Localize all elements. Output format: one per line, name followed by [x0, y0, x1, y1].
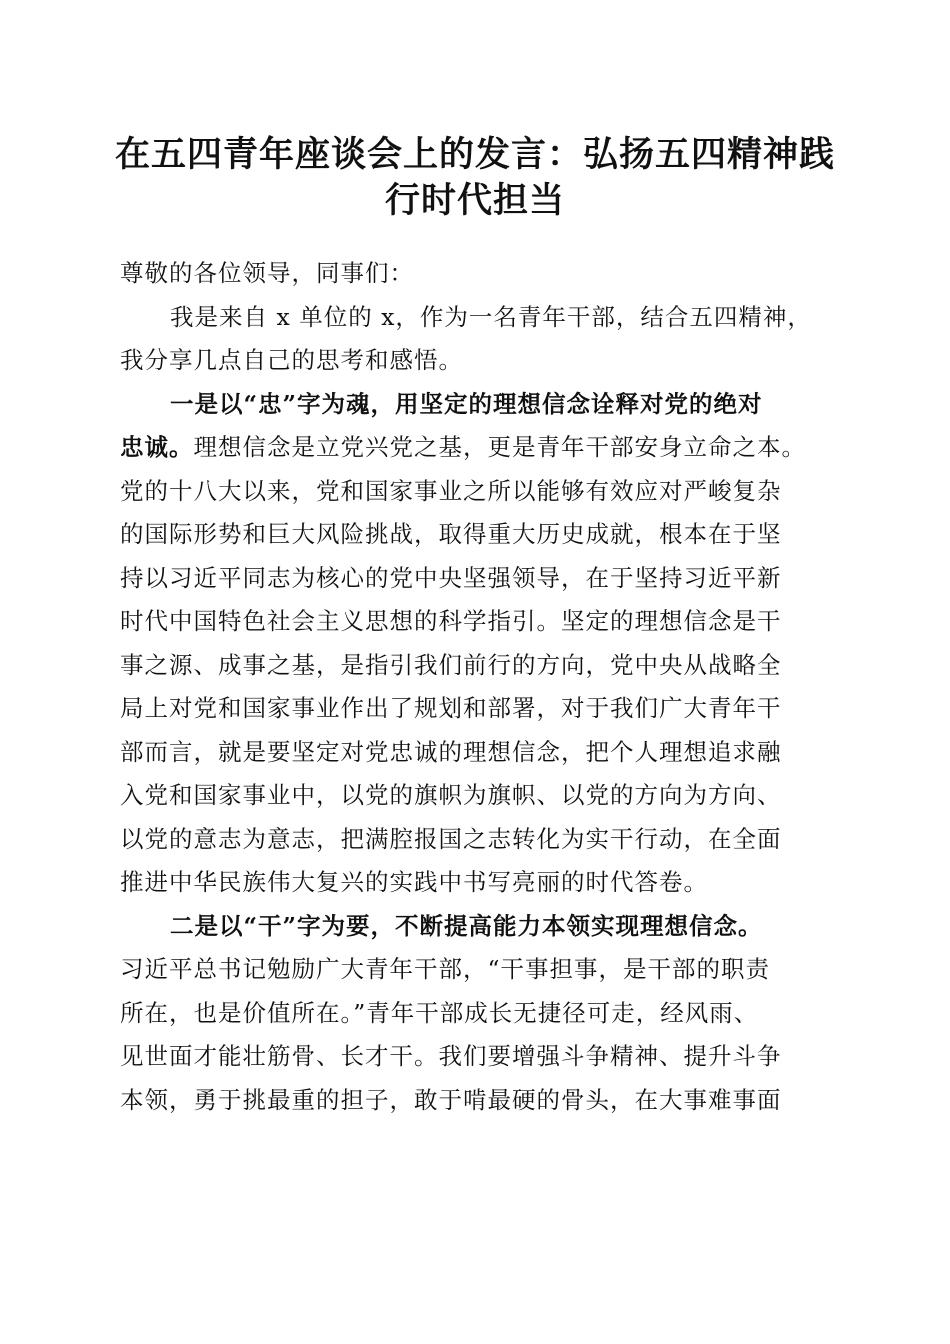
section2-paragraph-line: 所在，也是价值所在。”青年干部成长无捷径可走，经风雨、 [120, 998, 759, 1027]
salutation: 尊敬的各位领导，同事们： [120, 259, 414, 287]
section2-paragraph-line: 见世面才能壮筋骨、长才干。我们要增强斗争精神、提升斗争 [120, 1042, 782, 1070]
section1-paragraph-line: 持以习近平同志为核心的党中央坚强领导，在于坚持习近平新 [120, 563, 782, 592]
section1-paragraph-line: 事之源、成事之基，是指引我们前行的方向，党中央从战略全 [120, 650, 782, 679]
title-line-2: 行时代担当 [384, 180, 565, 221]
section1-paragraph-line: 入党和国家事业中，以党的旗帜为旗帜、以党的方向为方向、 [120, 781, 782, 809]
document-title [110, 132, 840, 224]
section1-paragraph-line: 局上对党和国家事业作出了规划和部署，对于我们广大青年干 [120, 694, 782, 722]
section2-heading: 二是以“干”字为要，不断提高能力本领实现理想信念。 [170, 911, 763, 940]
section1-paragraph-line: 党的十八大以来，党和国家事业之所以能够有效应对严峻复杂 [120, 476, 782, 505]
intro-line-1: 我是来自 x 单位的 x，作为一名青年干部，结合五四精神， [170, 302, 812, 331]
title-line-1: 在五四青年座谈会上的发言：弘扬五四精神践 [114, 134, 835, 175]
section1-paragraph-line: 以党的意志为意志，把满腔报国之志转化为实干行动，在全面 [120, 824, 782, 853]
section2-paragraph-line: 习近平总书记勉励广大青年干部，“干事担事，是干部的职责 [120, 955, 771, 983]
section1-line-2 [120, 426, 835, 470]
section1-heading-end: 忠诚。 [120, 433, 194, 461]
intro-line-2: 我分享几点自己的思考和感悟。 [120, 346, 463, 374]
section1-paragraph-line: 部而言，就是要坚定对党忠诚的理想信念，把个人理想追求融 [120, 737, 782, 766]
section1-paragraph-line: 时代中国特色社会主义思想的科学指引。坚定的理想信念是干 [120, 607, 782, 635]
section2-paragraph-line: 本领，勇于挑最重的担子，敢于啃最硬的骨头，在大事难事面 [120, 1085, 782, 1114]
section1-paragraph-line: 推进中华民族伟大复兴的实践中书写亮丽的时代答卷。 [120, 868, 708, 896]
section1-line-2-text: 理想信念是立党兴党之基，更是青年干部安身立命之本。 [193, 433, 806, 461]
document-body [120, 252, 835, 1122]
section1-paragraph-line: 的国际形势和巨大风险挑战，取得重大历史成就，根本在于坚 [120, 520, 782, 548]
section1-heading: 一是以“忠”字为魂，用坚定的理想信念诠释对党的绝对 [170, 389, 763, 418]
